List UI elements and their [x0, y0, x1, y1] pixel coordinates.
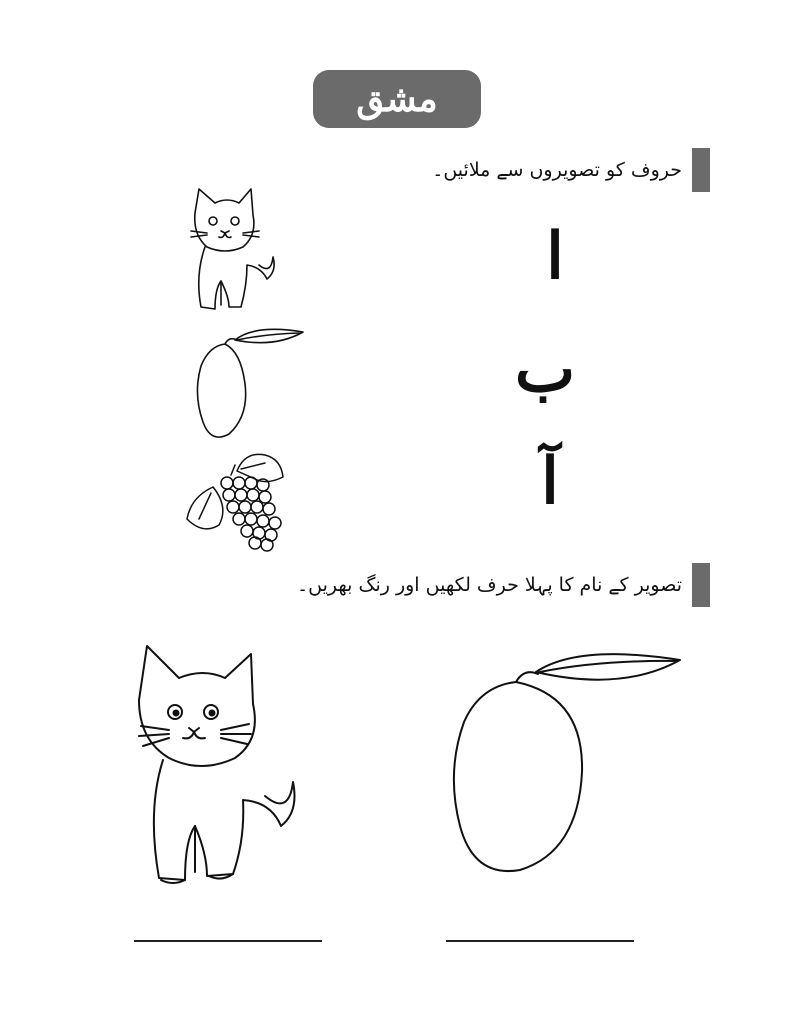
instruction-1-text: حروف کو تصویروں سے ملائیں۔: [432, 159, 682, 181]
answer-line-cat[interactable]: [134, 940, 322, 942]
instruction-2: [297, 563, 710, 607]
instruction-1: [432, 148, 710, 192]
instruction-marker: [692, 563, 710, 607]
instruction-marker: [692, 148, 710, 192]
instruction-2-text: تصویر کے نام کا پہلا حرف لکھیں اور رنگ بھریں۔: [297, 574, 682, 596]
mango-large-picture: [450, 642, 685, 892]
grapes-picture: [185, 445, 295, 555]
mango-small-picture: [195, 322, 307, 447]
cat-large-picture: [125, 640, 315, 890]
cat-small-picture: [185, 185, 285, 315]
page-title: مشق: [356, 78, 438, 120]
title-banner: [313, 70, 481, 128]
letter-bay: ب: [514, 332, 576, 407]
letter-alif: ا: [546, 219, 564, 294]
letter-alif-madd: آ: [541, 444, 559, 519]
answer-line-mango[interactable]: [446, 940, 634, 942]
